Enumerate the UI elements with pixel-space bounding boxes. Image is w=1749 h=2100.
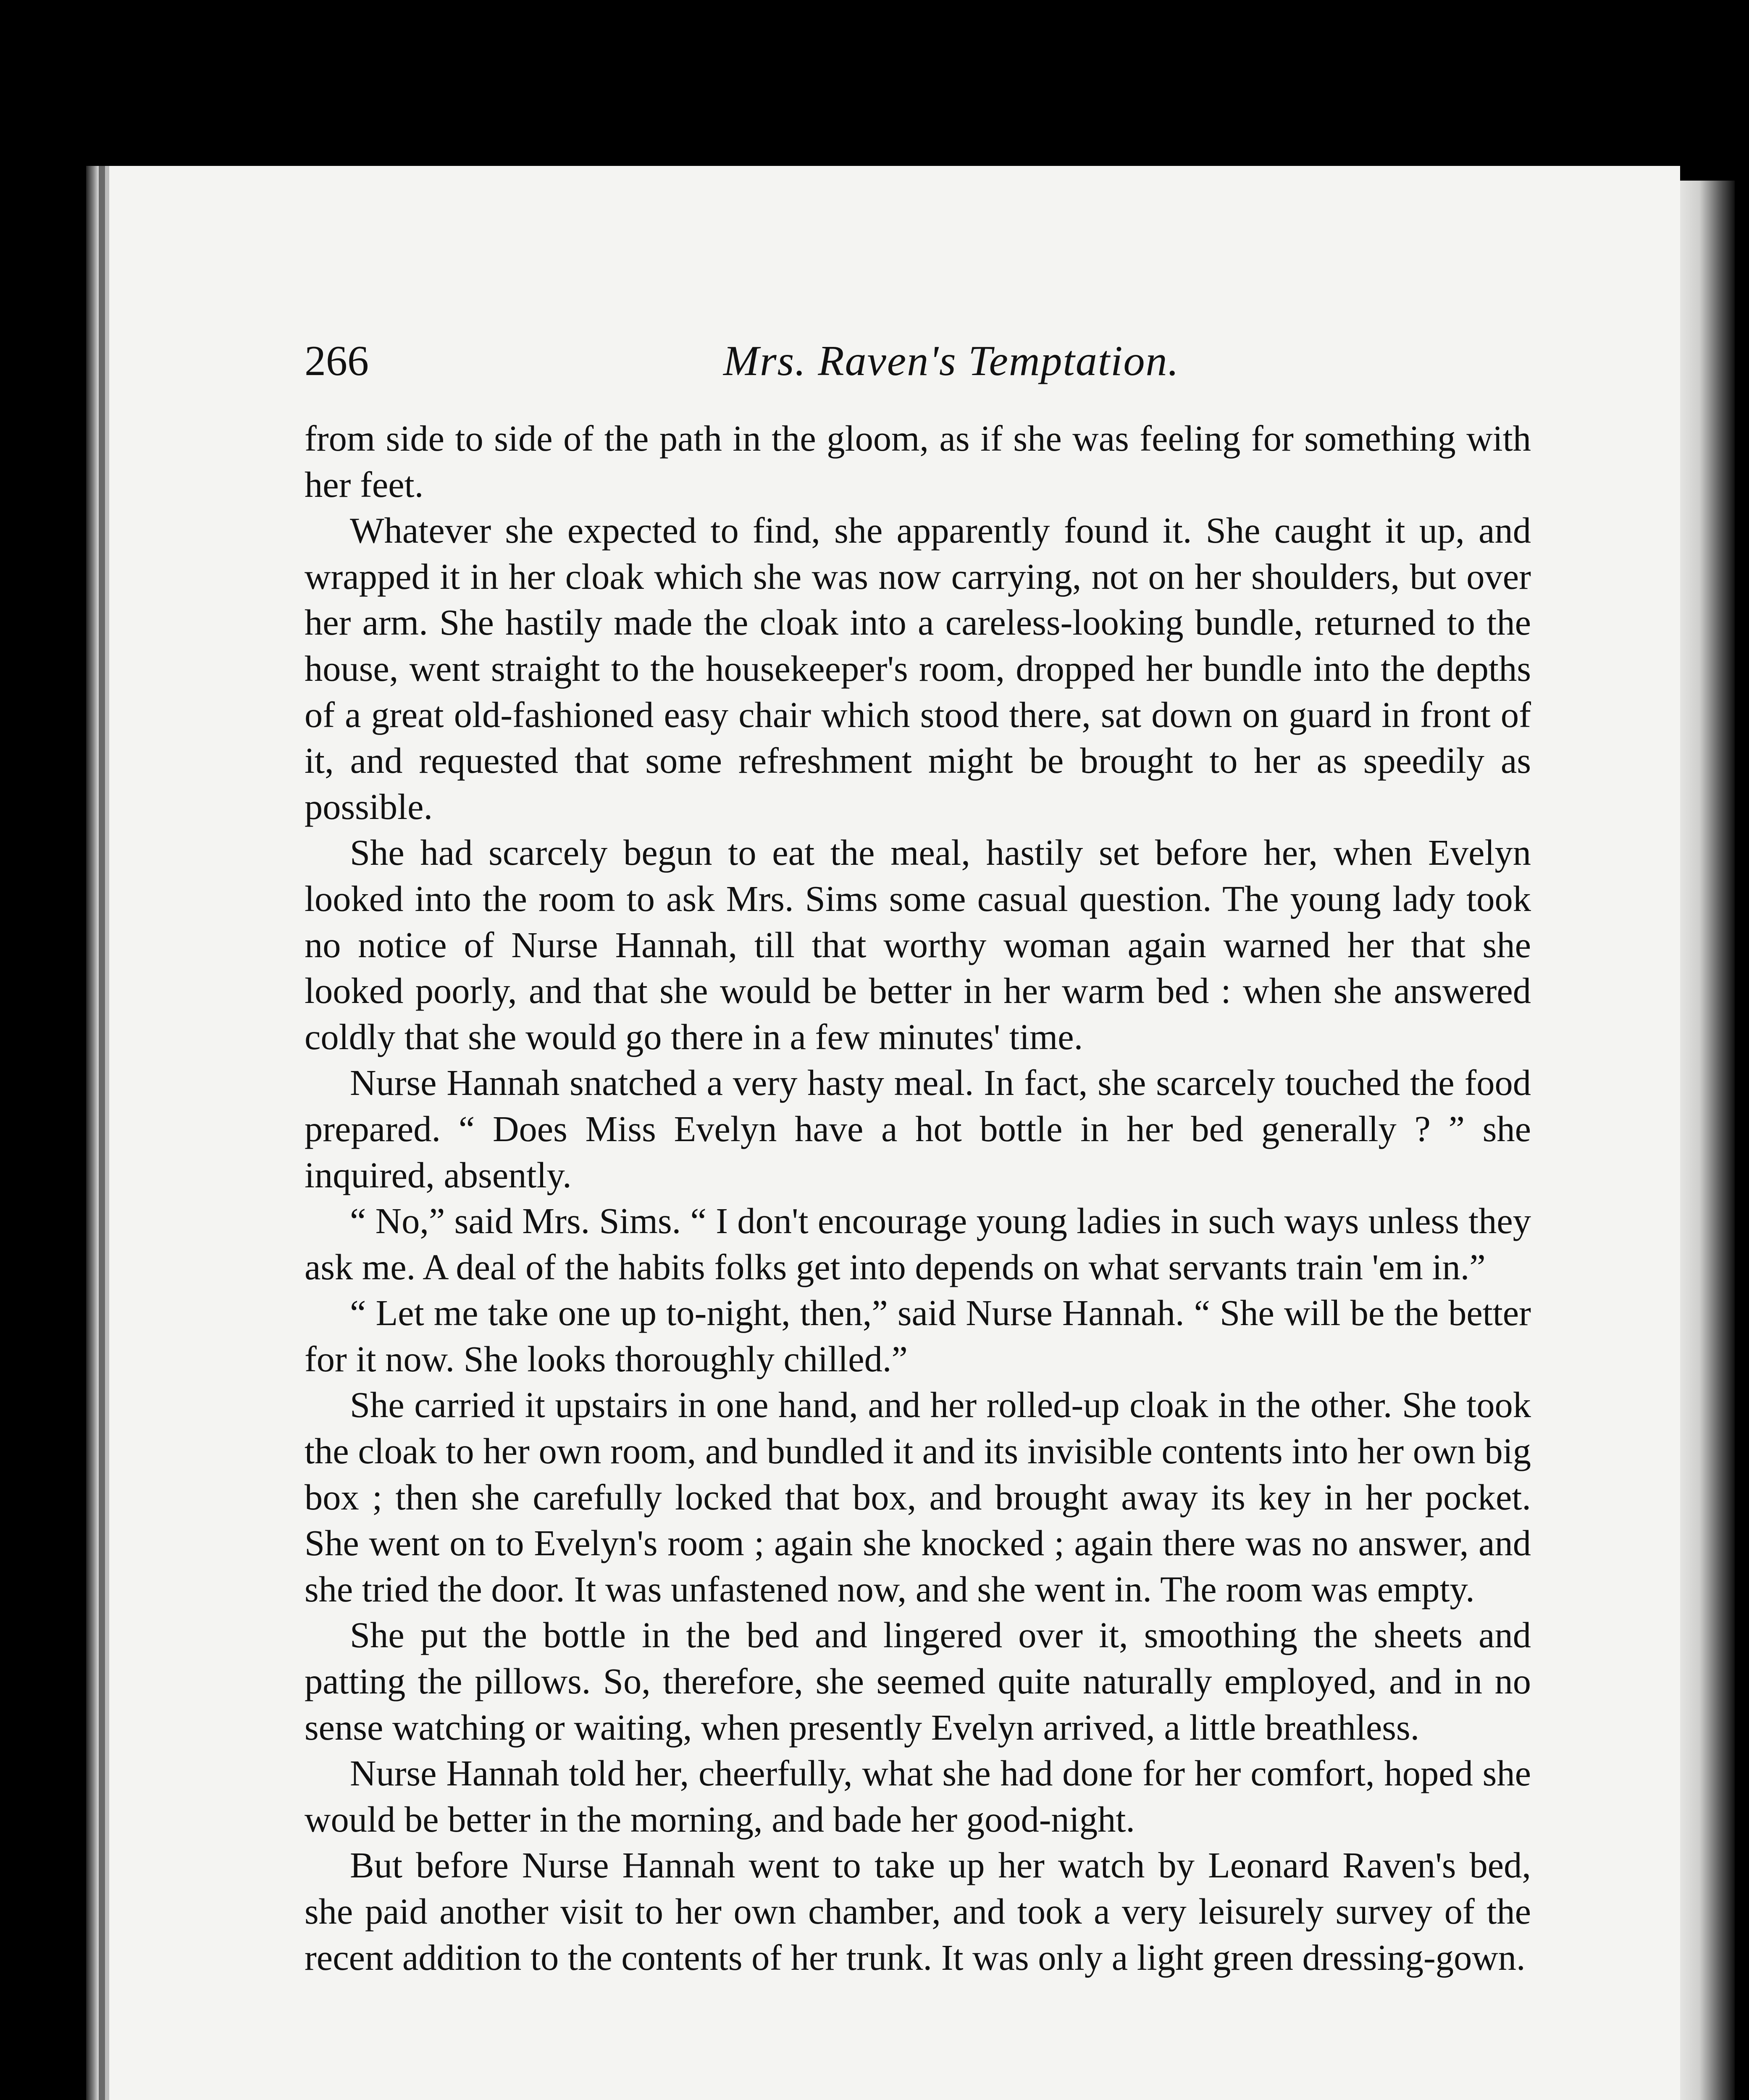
page-number: 266 [305,337,369,385]
paragraph-6: “ Let me take one up to-night, then,” said Nurse Hannah. “ She will be the better for it now. She looks thoroughly chilled.” [305,1293,1531,1379]
paragraph-5: “ No,” said Mrs. Sims. “ I don't encourage young ladies in such ways unless they ask me. A deal of the habits folks get into depends on what servants train 'em in.” [305,1201,1531,1287]
running-head [305,326,1531,397]
paragraph-8: She put the bottle in the bed and lingered over it, smoothing the sheets and patting the pillows. So, therefore, she seemed quite naturally employed, and in no sense watching or waiting, when presently Evelyn arrived, a little breathless. [305,1615,1531,1748]
book-page-edge-left [86,166,99,2100]
paragraph-9: Nurse Hannah told her, cheerfully, what she had done for her comfort, hoped she would be better in the morning, and bade her good-night. [305,1753,1531,1840]
paragraph-2: Whatever she expected to find, she apparently found it. She caught it up, and wrapped it in her cloak which she was now carrying, not on her shoulders, but over her arm. She hastily made the cloak into a careless-looking bundle, returned to the house, went straight to the housekeeper's room, dropped her bundle into the depths of a great old-fashioned easy chair which stood there, sat down on guard in front of it, and requested that some refreshment might be brought to her as speedily as possible. [305,510,1531,827]
book-page-edge-right [1676,181,1735,2100]
body-text [305,416,1531,1981]
paragraph-10: But before Nurse Hannah went to take up her watch by Leonard Raven's bed, she paid another visit to her own chamber, and took a very leisurely survey of the recent addition to the contents of her trunk. It was only a light green dressing-gown. [305,1845,1531,1978]
paragraph-1: from side to side of the path in the gloom, as if she was feeling for something with her feet. [305,418,1531,505]
paragraph-3: She had scarcely begun to eat the meal, hastily set before her, when Evelyn looked into the room to ask Mrs. Sims some casual question. The young lady took no notice of Nurse Hannah, till that worthy woman again warned her that she looked poorly, and that she would be better in her warm bed : when she answered coldly that she would go there in a few minutes' time. [305,832,1531,1057]
paragraph-7: She carried it upstairs in one hand, and her rolled-up cloak in the other. She took the cloak to her own room, and bundled it and its invisible contents into her own big box ; then she carefully locked that box, and brought away its key in her pocket. She went on to Evelyn's room ; again she knocked ; again there was no answer, and she tried the door. It was unfastened now, and she went in. The room was empty. [305,1385,1531,1609]
running-title: Mrs. Raven's Temptation. [723,337,1180,385]
paragraph-4: Nurse Hannah snatched a very hasty meal. In fact, she scarcely touched the food prepared. “ Does Miss Evelyn have a hot bottle in her bed generally ? ” she inquired, absently. [305,1063,1531,1195]
